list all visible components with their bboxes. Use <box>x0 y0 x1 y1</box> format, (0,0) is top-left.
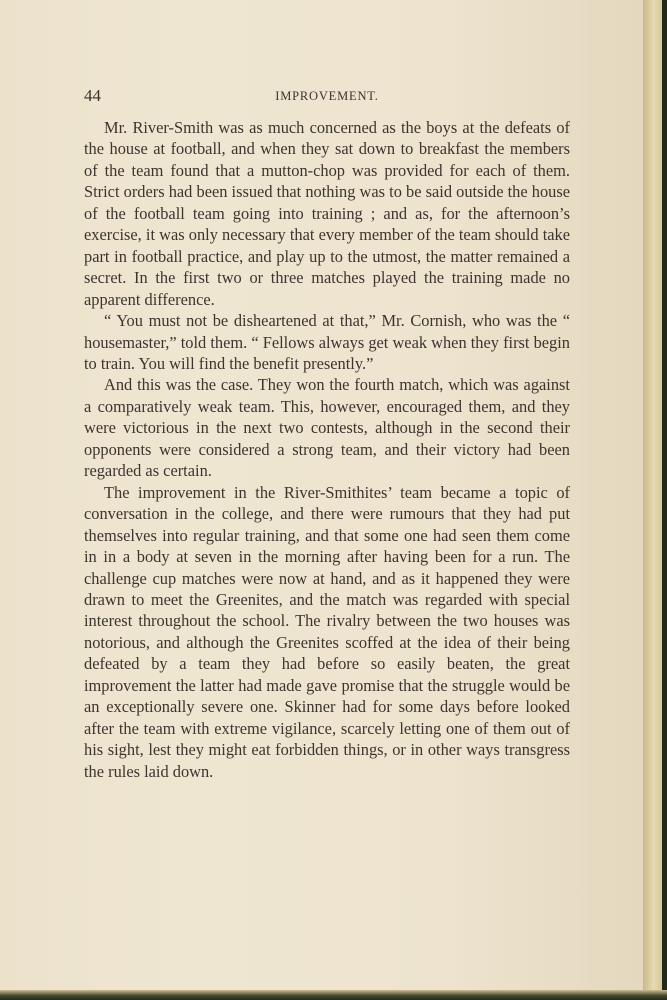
running-head <box>84 86 570 108</box>
paragraph: “ You must not be disheartened at that,” Mr. Cornish, who was the “ housemaster,” told them. “ Fellows always get weak when they first begin to train. You will find the benefit presently.” <box>84 311 570 373</box>
running-title: IMPROVEMENT. <box>275 89 379 103</box>
page-number: 44 <box>84 86 101 105</box>
paragraph: And this was the case. They won the fourth match, which was against a comparatively weak team. This, however, encouraged them, and they were victorious in the next two contests, although in the second their opponents were considered a strong team, and their victory had been regarded as certain. <box>84 375 570 481</box>
paragraph: The improvement in the River-Smithites’ team became a topic of conversation in the college, and there were rumours that they had put themselves into regular training, and that some one had seen them come in in a body at seven in the morning after having been for a run. The challenge cup matches were now at hand, and as it happened they were drawn to meet the Greenites, and the match was regarded with special interest throughout the school. The rivalry between the two houses was notorious, and although the Greenites scoffed at the idea of their being defeated by a team they had before so easily beaten, the great improvement the latter had made gave promise that the struggle would be an exceptionally severe one. Skinner had for some days before looked after the team with extreme vigilance, scarcely letting one of them out of his sight, lest they might eat forbidden things, or in other ways transgress the rules laid down. <box>84 482 570 781</box>
paragraph: Mr. River-Smith was as much concerned as the boys at the defeats of the house at football, and when they sat down to breakfast the members of the team found that a mutton-chop was provided for each of them. Strict orders had been issued that nothing was to be said outside the house of the football team going into training ; and as, for the afternoon’s exercise, it was only necessary that every member of the team should take part in football practice, and play up to the utmost, the matter remained a secret. In the first two or three matches played the training made no apparent difference. <box>84 118 570 309</box>
book-cover-edge <box>662 0 667 1000</box>
page-edge-bottom <box>0 990 667 1000</box>
body-text <box>84 117 570 782</box>
